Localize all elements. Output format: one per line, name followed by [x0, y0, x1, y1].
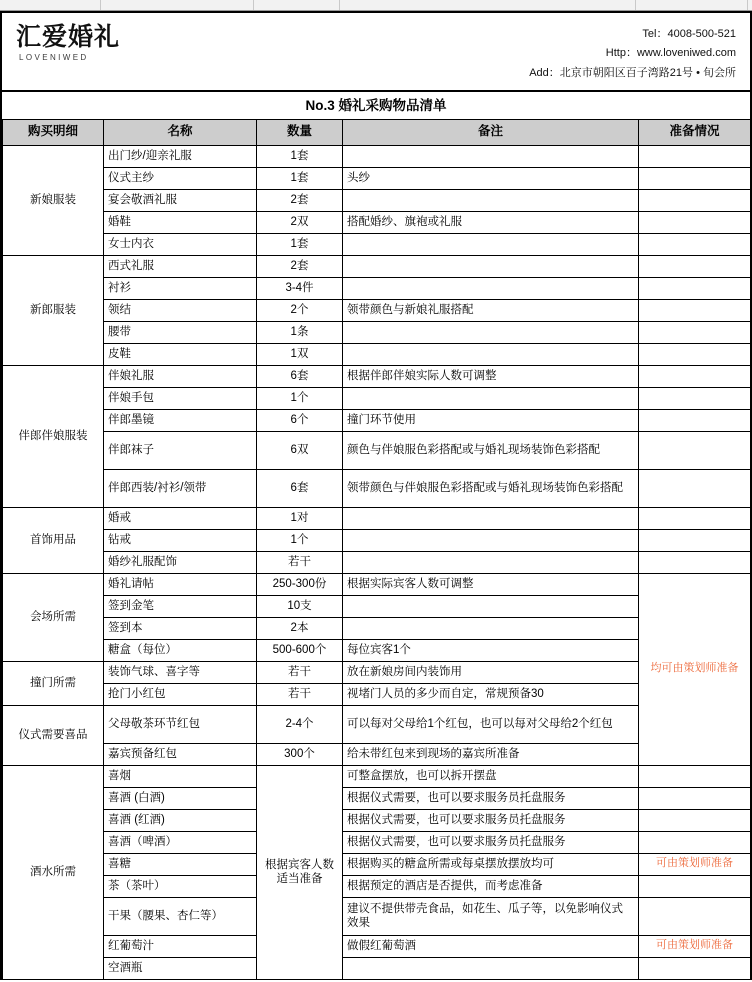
quantity-cell: 2套	[257, 255, 343, 277]
item-name-cell: 糖盒（每位）	[104, 639, 257, 661]
item-name-cell: 婚鞋	[104, 211, 257, 233]
table-row	[3, 743, 751, 765]
quantity-cell: 6套	[257, 365, 343, 387]
table-row	[3, 529, 751, 551]
quantity-cell: 2双	[257, 211, 343, 233]
quantity-cell: 2本	[257, 617, 343, 639]
state-cell	[639, 897, 751, 935]
item-name-cell: 领结	[104, 299, 257, 321]
table-row	[3, 595, 751, 617]
item-name-cell: 喜酒 (红酒)	[104, 809, 257, 831]
note-cell: 每位宾客1个	[343, 639, 639, 661]
procurement-table	[2, 120, 751, 980]
table-row	[3, 211, 751, 233]
table-row	[3, 787, 751, 809]
category-cell: 会场所需	[3, 573, 104, 661]
item-name-cell: 钻戒	[104, 529, 257, 551]
item-name-cell: 皮鞋	[104, 343, 257, 365]
quantity-cell: 250-300份	[257, 573, 343, 595]
item-name-cell: 干果（腰果、杏仁等）	[104, 897, 257, 935]
note-cell: 搭配婚纱、旗袍或礼服	[343, 211, 639, 233]
table-row	[3, 897, 751, 935]
state-cell	[639, 551, 751, 573]
table-row	[3, 469, 751, 507]
category-cell: 仪式需要喜品	[3, 705, 104, 765]
note-cell	[343, 255, 639, 277]
quantity-cell: 3-4件	[257, 277, 343, 299]
table-row	[3, 809, 751, 831]
quantity-cell: 1套	[257, 145, 343, 167]
state-cell	[639, 387, 751, 409]
table-row	[3, 639, 751, 661]
item-name-cell: 抢门小红包	[104, 683, 257, 705]
quantity-cell: 1套	[257, 233, 343, 255]
item-name-cell: 仪式主纱	[104, 167, 257, 189]
table-row	[3, 683, 751, 705]
table-row	[3, 189, 751, 211]
table-row	[3, 705, 751, 743]
item-name-cell: 喜酒 (白酒)	[104, 787, 257, 809]
quantity-cell: 1双	[257, 343, 343, 365]
quantity-cell: 若干	[257, 551, 343, 573]
table-row	[3, 853, 751, 875]
note-cell	[343, 595, 639, 617]
category-cell: 伴郎伴娘服装	[3, 365, 104, 507]
state-cell	[639, 255, 751, 277]
quantity-cell: 1套	[257, 167, 343, 189]
state-cell	[639, 409, 751, 431]
state-cell	[639, 211, 751, 233]
item-name-cell: 嘉宾预备红包	[104, 743, 257, 765]
gutter-cell-c	[254, 0, 340, 10]
state-cell	[639, 831, 751, 853]
gutter-cell-d	[340, 0, 636, 10]
state-cell	[639, 431, 751, 469]
table-row	[3, 365, 751, 387]
category-cell: 撞门所需	[3, 661, 104, 705]
table-header-row	[3, 120, 751, 145]
state-cell	[639, 277, 751, 299]
note-cell: 给未带红包来到现场的嘉宾所准备	[343, 743, 639, 765]
quantity-cell: 1条	[257, 321, 343, 343]
note-cell: 头纱	[343, 167, 639, 189]
state-cell	[639, 299, 751, 321]
quantity-cell: 300个	[257, 743, 343, 765]
item-name-cell: 签到本	[104, 617, 257, 639]
note-cell	[343, 233, 639, 255]
state-cell	[639, 145, 751, 167]
logo-english-name: LOVENIWED	[19, 53, 89, 62]
letterhead	[2, 13, 750, 92]
quantity-cell: 若干	[257, 683, 343, 705]
state-cell	[639, 233, 751, 255]
note-cell	[343, 189, 639, 211]
category-cell: 新郎服装	[3, 255, 104, 365]
item-name-cell: 西式礼服	[104, 255, 257, 277]
quantity-cell: 1对	[257, 507, 343, 529]
item-name-cell: 婚礼请帖	[104, 573, 257, 595]
table-row	[3, 321, 751, 343]
state-cell: 可由策划师准备	[639, 853, 751, 875]
note-cell	[343, 551, 639, 573]
note-cell: 做假红葡萄酒	[343, 935, 639, 957]
item-name-cell: 婚戒	[104, 507, 257, 529]
item-name-cell: 伴郎西装/衬衫/领带	[104, 469, 257, 507]
item-name-cell: 婚纱礼服配饰	[104, 551, 257, 573]
item-name-cell: 空酒瓶	[104, 957, 257, 979]
column-header-state: 准备情况	[639, 120, 751, 145]
company-logo	[16, 25, 120, 62]
quantity-cell: 1个	[257, 529, 343, 551]
table-row	[3, 875, 751, 897]
item-name-cell: 腰带	[104, 321, 257, 343]
table-row	[3, 343, 751, 365]
column-header-note: 备注	[343, 120, 639, 145]
state-cell	[639, 189, 751, 211]
quantity-cell: 6双	[257, 431, 343, 469]
item-name-cell: 喜酒（啤酒）	[104, 831, 257, 853]
note-cell	[343, 957, 639, 979]
quantity-cell-merged: 根据宾客人数适当准备	[257, 765, 343, 979]
note-cell: 建议不提供带壳食品，如花生、瓜子等，以免影响仪式效果	[343, 897, 639, 935]
note-cell: 根据仪式需要，也可以要求服务员托盘服务	[343, 787, 639, 809]
state-cell	[639, 957, 751, 979]
table-row	[3, 299, 751, 321]
table-row	[3, 233, 751, 255]
state-cell	[639, 787, 751, 809]
column-header-name: 名称	[104, 120, 257, 145]
table-row	[3, 255, 751, 277]
table-row	[3, 573, 751, 595]
note-cell	[343, 387, 639, 409]
table-body	[3, 145, 751, 979]
state-cell: 可由策划师准备	[639, 935, 751, 957]
state-cell	[639, 321, 751, 343]
note-cell	[343, 529, 639, 551]
table-row	[3, 957, 751, 979]
table-row	[3, 831, 751, 853]
note-cell: 领带颜色与伴娘服色彩搭配或与婚礼现场装饰色彩搭配	[343, 469, 639, 507]
note-cell: 根据预定的酒店是否提供，而考虑准备	[343, 875, 639, 897]
item-name-cell: 喜糖	[104, 853, 257, 875]
quantity-cell: 若干	[257, 661, 343, 683]
table-row	[3, 765, 751, 787]
note-cell: 根据伴郎伴娘实际人数可调整	[343, 365, 639, 387]
item-name-cell: 伴娘手包	[104, 387, 257, 409]
note-cell	[343, 145, 639, 167]
state-cell	[639, 365, 751, 387]
quantity-cell: 1个	[257, 387, 343, 409]
note-cell: 可以每对父母给1个红包，也可以每对父母给2个红包	[343, 705, 639, 743]
note-cell: 根据仪式需要，也可以要求服务员托盘服务	[343, 809, 639, 831]
quantity-cell: 500-600个	[257, 639, 343, 661]
table-row	[3, 661, 751, 683]
item-name-cell: 出门纱/迎亲礼服	[104, 145, 257, 167]
gutter-cell-e	[636, 0, 748, 10]
state-cell	[639, 809, 751, 831]
item-name-cell: 喜烟	[104, 765, 257, 787]
column-header-quantity: 数量	[257, 120, 343, 145]
item-name-cell: 伴娘礼服	[104, 365, 257, 387]
note-cell: 颜色与伴娘服色彩搭配或与婚礼现场装饰色彩搭配	[343, 431, 639, 469]
category-cell: 首饰用品	[3, 507, 104, 573]
state-cell	[639, 469, 751, 507]
state-cell	[639, 875, 751, 897]
quantity-cell: 2套	[257, 189, 343, 211]
note-cell	[343, 321, 639, 343]
quantity-cell: 6个	[257, 409, 343, 431]
table-row	[3, 935, 751, 957]
note-cell: 领带颜色与新娘礼服搭配	[343, 299, 639, 321]
item-name-cell: 父母敬茶环节红包	[104, 705, 257, 743]
item-name-cell: 伴郎袜子	[104, 431, 257, 469]
note-cell	[343, 507, 639, 529]
note-cell: 根据实际宾客人数可调整	[343, 573, 639, 595]
column-header-category: 购买明细	[3, 120, 104, 145]
table-row	[3, 145, 751, 167]
state-cell	[639, 507, 751, 529]
note-cell	[343, 617, 639, 639]
table-row	[3, 617, 751, 639]
note-cell	[343, 277, 639, 299]
item-name-cell: 衬衫	[104, 277, 257, 299]
state-cell-merged: 均可由策划师准备	[639, 573, 751, 765]
contact-info	[529, 25, 736, 83]
item-name-cell: 茶（茶叶）	[104, 875, 257, 897]
table-row	[3, 431, 751, 469]
state-cell	[639, 529, 751, 551]
note-cell: 可整盒摆放，也可以拆开摆盘	[343, 765, 639, 787]
quantity-cell: 2-4个	[257, 705, 343, 743]
item-name-cell: 伴郎墨镜	[104, 409, 257, 431]
category-cell: 新娘服装	[3, 145, 104, 255]
spreadsheet-column-gutter	[0, 0, 752, 11]
quantity-cell: 6套	[257, 469, 343, 507]
gutter-cell-a	[0, 0, 101, 10]
note-cell: 根据购买的糖盒所需或每桌摆放摆放均可	[343, 853, 639, 875]
table-row	[3, 277, 751, 299]
item-name-cell: 装饰气球、喜字等	[104, 661, 257, 683]
category-cell: 酒水所需	[3, 765, 104, 979]
note-cell: 撞门环节使用	[343, 409, 639, 431]
state-cell	[639, 343, 751, 365]
document-title: No.3 婚礼采购物品清单	[2, 92, 750, 120]
item-name-cell: 女士内衣	[104, 233, 257, 255]
gutter-cell-b	[101, 0, 254, 10]
contact-address: Add：北京市朝阳区百子湾路21号 • 旬会所	[529, 66, 736, 79]
item-name-cell: 宴会敬酒礼服	[104, 189, 257, 211]
contact-website: Http：www.loveniwed.com	[605, 47, 736, 60]
quantity-cell: 10支	[257, 595, 343, 617]
item-name-cell: 红葡萄汁	[104, 935, 257, 957]
table-row	[3, 551, 751, 573]
item-name-cell: 签到金笔	[104, 595, 257, 617]
contact-tel: Tel：4008-500-521	[642, 28, 736, 40]
quantity-cell: 2个	[257, 299, 343, 321]
note-cell: 根据仪式需要，也可以要求服务员托盘服务	[343, 831, 639, 853]
document-sheet	[0, 11, 752, 980]
note-cell: 视堵门人员的多少而自定，常规预备30	[343, 683, 639, 705]
note-cell	[343, 343, 639, 365]
table-row	[3, 167, 751, 189]
note-cell: 放在新娘房间内装饰用	[343, 661, 639, 683]
state-cell	[639, 167, 751, 189]
state-cell	[639, 765, 751, 787]
table-row	[3, 409, 751, 431]
table-row	[3, 507, 751, 529]
logo-chinese-name: 汇爱婚礼	[16, 24, 121, 51]
table-row	[3, 387, 751, 409]
